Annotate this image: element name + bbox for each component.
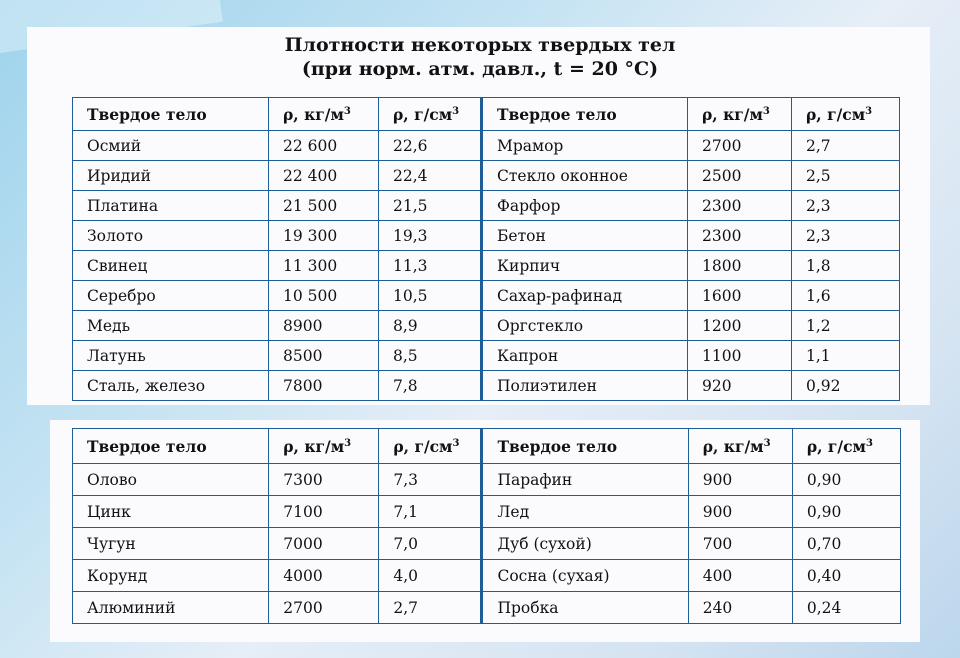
cell-body-name: Иридий bbox=[73, 161, 269, 191]
cell-density-kg: 7300 bbox=[269, 464, 379, 496]
cell-body-name: Фарфор bbox=[482, 191, 688, 221]
cell-density-g: 19,3 bbox=[379, 221, 482, 251]
cell-density-kg: 700 bbox=[688, 528, 792, 560]
cell-body-name: Сосна (сухая) bbox=[482, 560, 688, 592]
cell-density-kg: 240 bbox=[688, 592, 792, 624]
cell-density-g: 2,7 bbox=[792, 131, 900, 161]
table-row bbox=[73, 528, 901, 560]
page-title: Плотности некоторых твердых тел bbox=[284, 34, 676, 56]
cell-density-g: 7,3 bbox=[379, 464, 482, 496]
density-table-1 bbox=[72, 97, 900, 401]
cell-body-name: Корунд bbox=[73, 560, 269, 592]
table-row bbox=[73, 311, 900, 341]
cell-body-name: Пробка bbox=[482, 592, 688, 624]
cell-density-g: 2,7 bbox=[379, 592, 482, 624]
cell-density-kg: 11 300 bbox=[269, 251, 379, 281]
table-row bbox=[73, 161, 900, 191]
cell-body-name: Чугун bbox=[73, 528, 269, 560]
cell-density-kg: 22 600 bbox=[269, 131, 379, 161]
cell-density-g: 8,9 bbox=[379, 311, 482, 341]
cell-density-g: 22,6 bbox=[379, 131, 482, 161]
cell-density-g: 2,5 bbox=[792, 161, 900, 191]
table-row bbox=[73, 371, 900, 401]
table-row bbox=[73, 251, 900, 281]
cell-body-name: Алюминий bbox=[73, 592, 269, 624]
cell-density-kg: 900 bbox=[688, 464, 792, 496]
cell-body-name: Бетон bbox=[482, 221, 688, 251]
cell-density-g: 10,5 bbox=[379, 281, 482, 311]
cell-body-name: Дуб (сухой) bbox=[482, 528, 688, 560]
cell-body-name: Олово bbox=[73, 464, 269, 496]
cell-density-kg: 19 300 bbox=[269, 221, 379, 251]
table-header-row bbox=[73, 429, 901, 464]
table-row bbox=[73, 131, 900, 161]
cell-density-kg: 21 500 bbox=[269, 191, 379, 221]
table-row bbox=[73, 341, 900, 371]
cell-density-g: 1,2 bbox=[792, 311, 900, 341]
cell-density-kg: 2300 bbox=[688, 191, 792, 221]
table-row bbox=[73, 592, 901, 624]
cell-density-kg: 900 bbox=[688, 496, 792, 528]
cell-density-kg: 2700 bbox=[688, 131, 792, 161]
cell-body-name: Лед bbox=[482, 496, 688, 528]
cell-density-g: 1,1 bbox=[792, 341, 900, 371]
header-density-g: ρ, $г/см^3$ bbox=[792, 98, 900, 131]
header-density-kg: ρ, $кг/м^3$ bbox=[688, 429, 792, 464]
cell-density-kg: 7000 bbox=[269, 528, 379, 560]
density-table-2 bbox=[72, 428, 901, 624]
cell-density-g: 8,5 bbox=[379, 341, 482, 371]
table-row bbox=[73, 191, 900, 221]
cell-density-kg: 8500 bbox=[269, 341, 379, 371]
page-subtitle: (при норм. атм. давл., t = 20 °С) bbox=[301, 58, 659, 80]
cell-density-kg: 1200 bbox=[688, 311, 792, 341]
table-header-row bbox=[73, 98, 900, 131]
header-body: Твердое тело bbox=[482, 429, 688, 464]
header-density-kg: ρ, $кг/м^3$ bbox=[269, 98, 379, 131]
cell-density-kg: 22 400 bbox=[269, 161, 379, 191]
cell-density-kg: 8900 bbox=[269, 311, 379, 341]
cell-density-g: 22,4 bbox=[379, 161, 482, 191]
header-body: Твердое тело bbox=[73, 98, 269, 131]
cell-density-kg: 4000 bbox=[269, 560, 379, 592]
cell-density-kg: 2300 bbox=[688, 221, 792, 251]
cell-body-name: Серебро bbox=[73, 281, 269, 311]
cell-density-g: 1,6 bbox=[792, 281, 900, 311]
cell-density-g: 21,5 bbox=[379, 191, 482, 221]
cell-density-g: 0,90 bbox=[792, 496, 900, 528]
cell-body-name: Свинец bbox=[73, 251, 269, 281]
cell-density-kg: 10 500 bbox=[269, 281, 379, 311]
cell-density-kg: 1600 bbox=[688, 281, 792, 311]
cell-body-name: Полиэтилен bbox=[482, 371, 688, 401]
table-row bbox=[73, 560, 901, 592]
cell-body-name: Цинк bbox=[73, 496, 269, 528]
cell-density-g: 7,8 bbox=[379, 371, 482, 401]
cell-density-kg: 2500 bbox=[688, 161, 792, 191]
cell-density-g: 0,92 bbox=[792, 371, 900, 401]
cell-body-name: Стекло оконное bbox=[482, 161, 688, 191]
cell-density-g: 2,3 bbox=[792, 191, 900, 221]
table-row bbox=[73, 281, 900, 311]
cell-body-name: Оргстекло bbox=[482, 311, 688, 341]
cell-density-g: 1,8 bbox=[792, 251, 900, 281]
header-density-kg: ρ, $кг/м^3$ bbox=[269, 429, 379, 464]
cell-body-name: Парафин bbox=[482, 464, 688, 496]
cell-body-name: Медь bbox=[73, 311, 269, 341]
cell-body-name: Сталь, железо bbox=[73, 371, 269, 401]
cell-body-name: Капрон bbox=[482, 341, 688, 371]
table-row bbox=[73, 464, 901, 496]
cell-density-g: 2,3 bbox=[792, 221, 900, 251]
cell-body-name: Платина bbox=[73, 191, 269, 221]
cell-density-g: 7,0 bbox=[379, 528, 482, 560]
cell-density-kg: 400 bbox=[688, 560, 792, 592]
cell-density-g: 0,40 bbox=[792, 560, 900, 592]
cell-body-name: Золото bbox=[73, 221, 269, 251]
header-density-g: ρ, $г/см^3$ bbox=[379, 98, 482, 131]
header-density-kg: ρ, $кг/м^3$ bbox=[688, 98, 792, 131]
cell-density-g: 0,70 bbox=[792, 528, 900, 560]
cell-body-name: Осмий bbox=[73, 131, 269, 161]
table-row bbox=[73, 496, 901, 528]
cell-density-g: 4,0 bbox=[379, 560, 482, 592]
table-row bbox=[73, 221, 900, 251]
cell-density-g: 7,1 bbox=[379, 496, 482, 528]
cell-density-kg: 7100 bbox=[269, 496, 379, 528]
cell-density-g: 0,24 bbox=[792, 592, 900, 624]
header-density-g: ρ, $г/см^3$ bbox=[792, 429, 900, 464]
header-body: Твердое тело bbox=[482, 98, 688, 131]
cell-density-g: 11,3 bbox=[379, 251, 482, 281]
cell-body-name: Сахар-рафинад bbox=[482, 281, 688, 311]
header-body: Твердое тело bbox=[73, 429, 269, 464]
header-density-g: ρ, $г/см^3$ bbox=[379, 429, 482, 464]
cell-density-kg: 920 bbox=[688, 371, 792, 401]
cell-density-kg: 1800 bbox=[688, 251, 792, 281]
cell-body-name: Кирпич bbox=[482, 251, 688, 281]
cell-density-kg: 7800 bbox=[269, 371, 379, 401]
cell-body-name: Латунь bbox=[73, 341, 269, 371]
cell-density-g: 0,90 bbox=[792, 464, 900, 496]
cell-density-kg: 2700 bbox=[269, 592, 379, 624]
cell-body-name: Мрамор bbox=[482, 131, 688, 161]
cell-density-kg: 1100 bbox=[688, 341, 792, 371]
